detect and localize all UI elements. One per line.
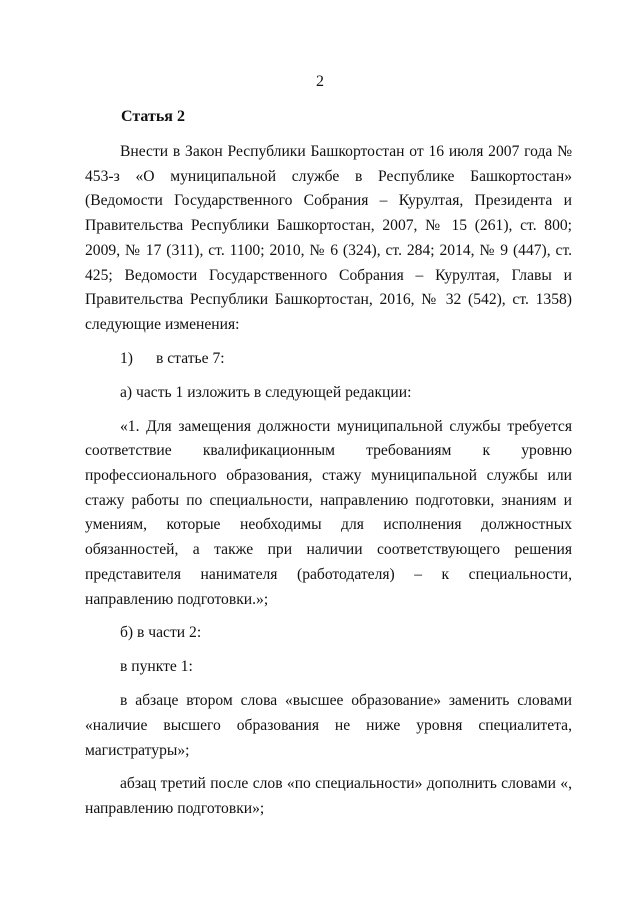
paragraph-subitem-b: б) в части 2: — [120, 624, 202, 642]
paragraph-second-abzac: в абзаце втором слова «высшее образование» заменить словами «наличие высшего образования не ниже уровня специалитета, магистратуры»; — [85, 692, 572, 759]
paragraph-item-1 — [85, 347, 572, 372]
paragraph-third-abzac: абзац третий после слов «по специальности» дополнить словами «, направлению подготовки»; — [85, 775, 572, 818]
item-1-text: в статье 7: — [156, 349, 225, 367]
paragraph-point-1: в пункте 1: — [120, 658, 193, 676]
paragraph-intro: Внести в Закон Республики Башкортостан от 16 июля 2007 года № 453-з «О муниципальной службе в Республике Башкортостан» (Ведомости Государственного Собрания – Курултая, Президента и Правительства Республики Башкортостан, 2007, № 15 (261), ст. 800; 2009, № 17 (311), ст. 1100; 2010, № 6 (324), ст. 284; 2014, № 9 (447), ст. 425; Ведомости Государственного Собрания – Курултая, Главы и Правительства Республики Башкортостан, 2016, № 32 (542), ст. 1358) следующие изменения: — [85, 143, 572, 333]
page-number: 2 — [316, 73, 324, 90]
document-body — [85, 140, 572, 831]
article-title: Статья 2 — [121, 108, 185, 125]
paragraph-quote: «1. Для замещения должности муниципальной службы требуется соответствие квалификационным требованиям к уровню профессионального образования, стажу муниципальной службы или стажу работы по специальности, направлению подготовки, знаниям и умениям, которые необходимы для исполнения должностных обязанностей, а также при наличии соответствующего решения представителя нанимателя (работодателя) – к специальности, направлению подготовки.»; — [85, 417, 572, 608]
item-number: 1) — [120, 349, 133, 367]
paragraph-subitem-a: а) часть 1 изложить в следующей редакции: — [120, 383, 412, 401]
